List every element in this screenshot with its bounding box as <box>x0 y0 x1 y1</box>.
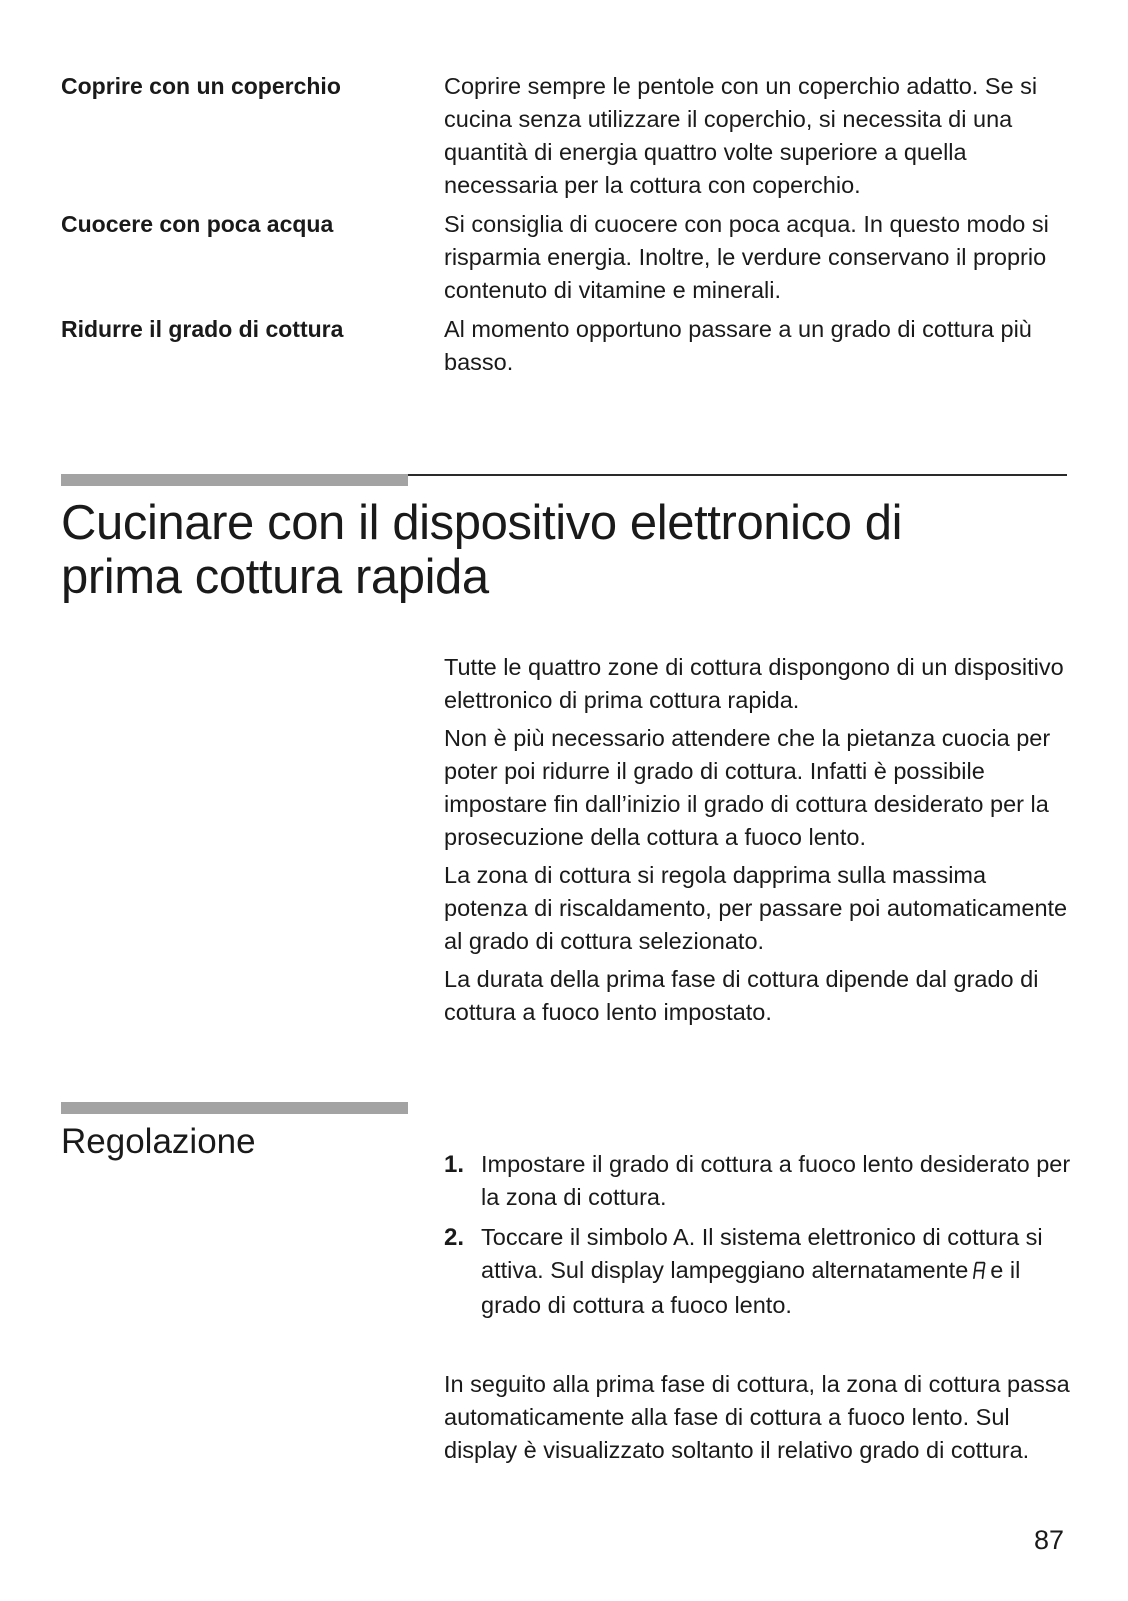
subsection-title: Regolazione <box>61 1122 256 1161</box>
step-text: Impostare il grado di cottura a fuoco lento desiderato per la zona di cottura. <box>481 1151 1071 1210</box>
tip-label: Coprire con un coperchio <box>61 73 341 99</box>
tip-text: Al momento opportuno passare a un grado di cottura più basso. <box>444 316 1032 375</box>
energy-saving-tips <box>61 70 1067 385</box>
step-text-part: . Il sistema elettronico di cottura si attiva. Sul display lampeggiano alternatamente <box>481 1224 1043 1283</box>
section-title-line2: prima cottura rapida <box>61 550 489 604</box>
subsection-accent-bar <box>61 1102 408 1114</box>
tip-row <box>61 208 1067 307</box>
paragraph: Non è più necessario attendere che la pietanza cuocia per poter poi ridurre il grado di cottura. Infatti è possibile impostare fin dall’inizio il grado di cottura desiderato per la prosecuzione della cottura a fuoco lento. <box>444 725 1051 850</box>
seven-segment-a-icon <box>973 1256 986 1289</box>
steps-list <box>444 1148 1074 1329</box>
section-divider-line <box>408 474 1067 476</box>
step-text-part: e il grado di cottura a fuoco lento. <box>481 1257 1021 1318</box>
symbol-a-label: A <box>673 1224 689 1250</box>
paragraph: La zona di cottura si regola dapprima sulla massima potenza di riscaldamento, per passare poi automaticamente al grado di cottura selezionato. <box>444 862 1068 954</box>
section-accent-bar <box>61 474 408 486</box>
step-item <box>444 1148 1074 1214</box>
step-text <box>481 1221 1074 1322</box>
step-text-part: Toccare il simbolo <box>481 1224 673 1250</box>
tip-label: Cuocere con poca acqua <box>61 211 334 237</box>
section-header <box>61 474 1067 604</box>
tip-text: Coprire sempre le pentole con un coperchio adatto. Se si cucina senza utilizzare il coperchio, si necessita di una quantità di energia quattro volte superiore a quella necessaria per la cottura con coperchio. <box>444 73 1038 198</box>
paragraph: La durata della prima fase di cottura dipende dal grado di cottura a fuoco lento impostato. <box>444 966 1039 1025</box>
tip-row <box>61 313 1067 379</box>
tip-text: Si consiglia di cuocere con poca acqua. In questo modo si risparmia energia. Inoltre, le verdure conservano il proprio contenuto di vitamine e minerali. <box>444 211 1049 303</box>
step-item <box>444 1221 1074 1322</box>
closing-note: In seguito alla prima fase di cottura, la zona di cottura passa automaticamente alla fase di cottura a fuoco lento. Sul display è visualizzato soltanto il relativo grado di cottura. <box>444 1371 1070 1463</box>
paragraph: Tutte le quattro zone di cottura dispongono di un dispositivo elettronico di prima cottura rapida. <box>444 654 1064 713</box>
step-number: 2. <box>444 1224 465 1251</box>
page-number: 87 <box>1033 1525 1064 1555</box>
step-number: 1. <box>444 1151 465 1178</box>
tip-label: Ridurre il grado di cottura <box>61 316 344 342</box>
section-rule <box>61 474 1067 486</box>
section-title-line1: Cucinare con il dispositivo elettronico di <box>61 496 903 550</box>
tip-row <box>61 70 1067 202</box>
section-title <box>61 496 1067 604</box>
section-body <box>444 651 1074 1034</box>
